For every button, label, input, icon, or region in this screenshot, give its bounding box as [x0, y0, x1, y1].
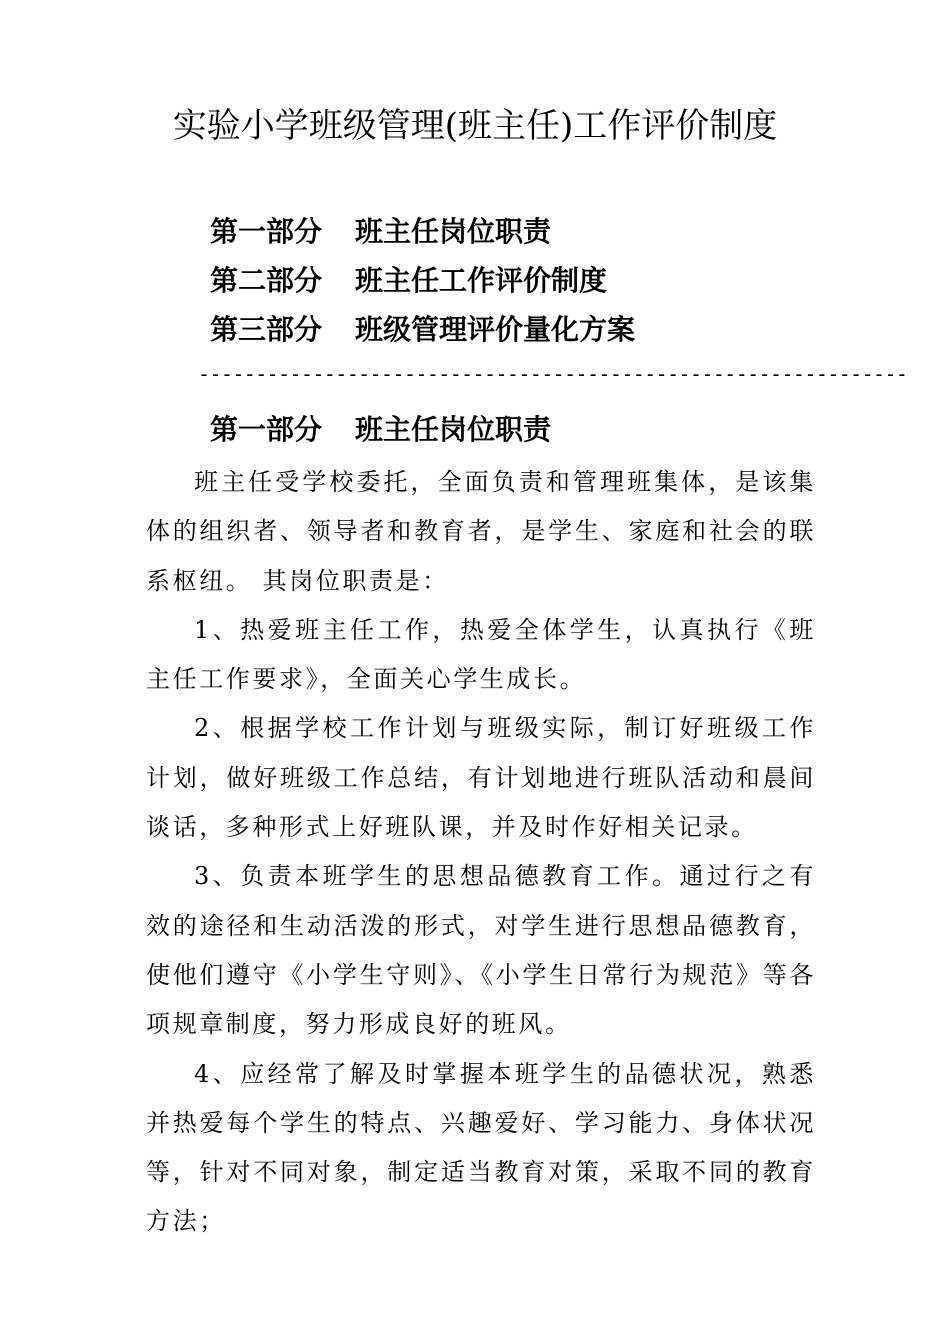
table-of-contents	[210, 207, 830, 354]
dashed-divider: --------------------------------------------------------------	[198, 362, 908, 386]
paragraph-intro: 班主任受学校委托，全面负责和管理班集体，是该集体的组织者、领导者和教育者，是学生、家庭和社会的联系枢纽。 其岗位职责是：	[146, 468, 816, 595]
body-text	[146, 458, 816, 1247]
toc-item-part-1	[210, 207, 830, 256]
section-part-label: 第一部分	[210, 413, 323, 446]
toc-part-name: 班主任岗位职责	[355, 215, 552, 248]
paragraph-item-4: 4、应经常了解及时掌握本班学生的品德状况，熟悉并热爱每个学生的特点、兴趣爱好、学习能力、身体状况等，针对不同对象，制定适当教育对策，采取不同的教育方法；	[146, 1059, 816, 1236]
toc-part-name: 班级管理评价量化方案	[355, 313, 636, 346]
toc-part-label: 第二部分	[210, 264, 323, 297]
paragraph-item-1: 1、热爱班主任工作，热爱全体学生，认真执行《班主任工作要求》，全面关心学生成长。	[146, 615, 816, 694]
section-heading	[210, 405, 551, 454]
toc-part-label: 第三部分	[210, 313, 323, 346]
section-part-name: 班主任岗位职责	[355, 413, 552, 446]
toc-part-name: 班主任工作评价制度	[355, 264, 608, 297]
toc-item-part-2	[210, 256, 830, 305]
paragraph-item-2: 2、根据学校工作计划与班级实际，制订好班级工作计划，做好班级工作总结，有计划地进行班队活动和晨间谈话，多种形式上好班队课，并及时作好相关记录。	[146, 714, 816, 842]
toc-part-label: 第一部分	[210, 215, 323, 248]
document-title: 实验小学班级管理(班主任)工作评价制度	[172, 106, 778, 146]
toc-item-part-3	[210, 305, 830, 354]
paragraph-item-3: 3、负责本班学生的思想品德教育工作。通过行之有效的途径和生动活泼的形式，对学生进行思想品德教育，使他们遵守《小学生守则》、《小学生日常行为规范》等各项规章制度，努力形成良好的班风。	[146, 862, 816, 1039]
